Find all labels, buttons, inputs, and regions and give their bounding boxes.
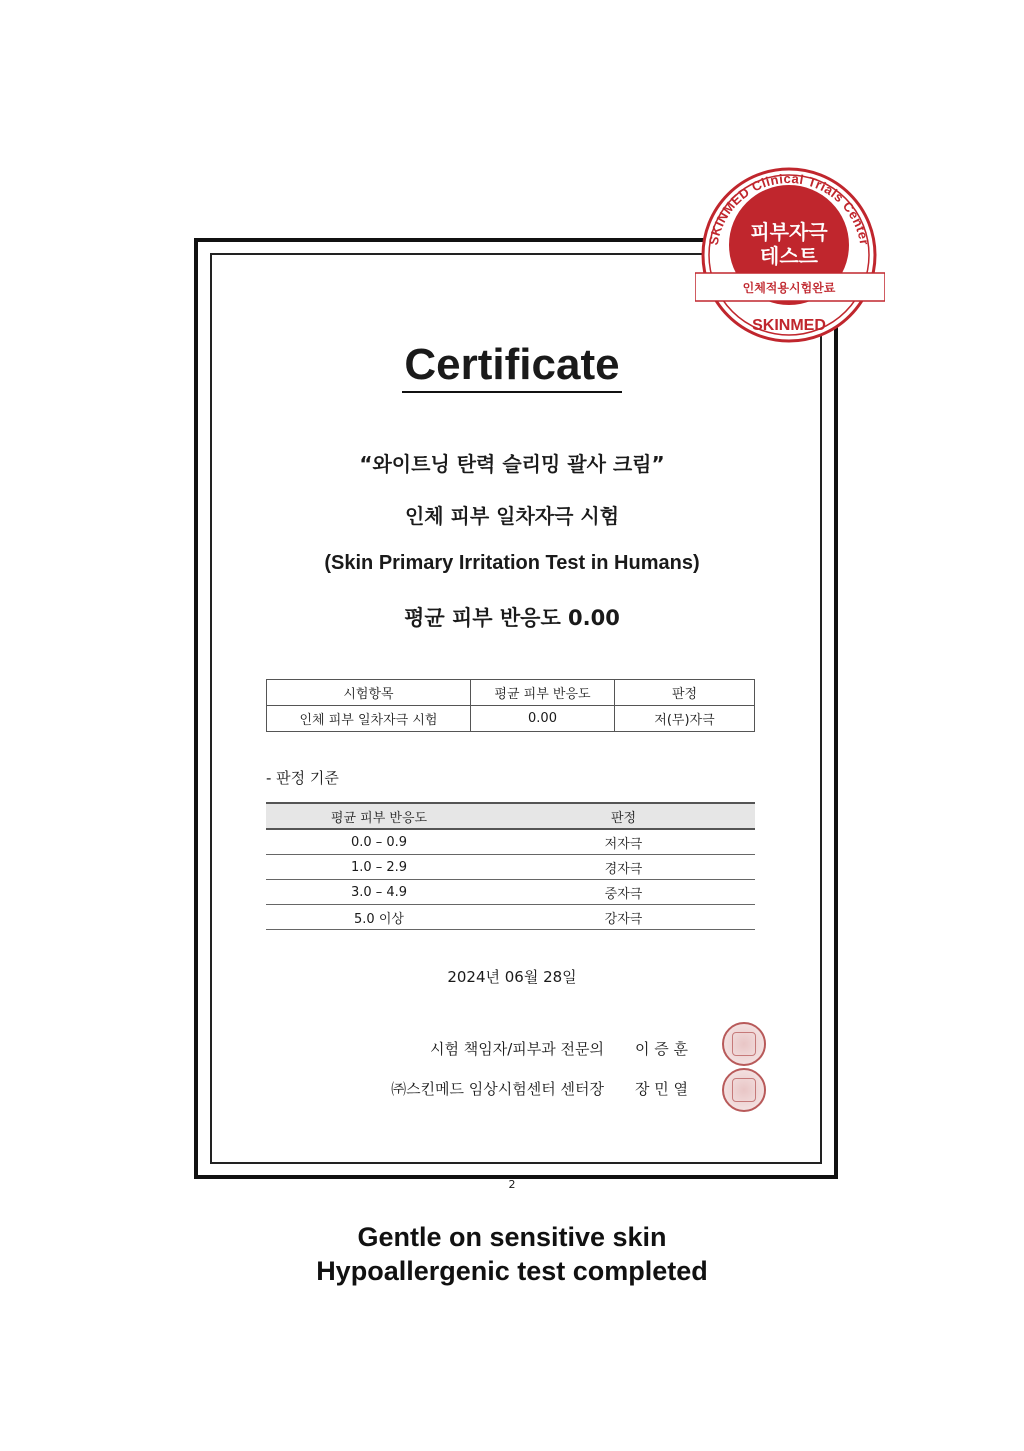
table-row <box>267 706 755 732</box>
caption-line-1: Gentle on sensitive skin <box>357 1222 667 1252</box>
signatory-role: 시험 책임자/피부과 전문의 <box>430 1040 604 1058</box>
table-cell: 3.0 – 4.9 <box>266 880 492 905</box>
table-row <box>266 829 755 855</box>
criteria-label: - 판정 기준 <box>266 769 339 787</box>
skinmed-badge-icon <box>695 167 885 343</box>
table-cell: 저자극 <box>492 829 755 855</box>
badge-main-line1: 피부자극 <box>750 220 828 244</box>
certificate-title: Certificate <box>0 340 1024 390</box>
table-cell: 저(무)자극 <box>615 706 755 732</box>
header-cell: 평균 피부 반응도 <box>471 680 615 706</box>
table-cell: 0.0 – 0.9 <box>266 829 492 855</box>
header-cell: 판정 <box>492 803 755 829</box>
criteria-table <box>266 802 755 930</box>
table-cell: 강자극 <box>492 905 755 930</box>
header-cell: 평균 피부 반응도 <box>266 803 492 829</box>
table-cell: 1.0 – 2.9 <box>266 855 492 880</box>
table-cell: 인체 피부 일차자극 시험 <box>267 706 471 732</box>
signatory-name: 장 민 열 <box>635 1080 689 1098</box>
badge-main-line2: 테스트 <box>760 244 818 268</box>
signatory-role: ㈜스킨메드 임상시험센터 센터장 <box>391 1080 604 1098</box>
test-name-korean: 인체 피부 일차자극 시험 <box>404 504 620 528</box>
result-table <box>266 679 755 732</box>
table-row <box>266 880 755 905</box>
badge-arc-text: SKINMED Clinical Trials Center <box>705 170 873 247</box>
badge-bottom-text: SKINMED <box>752 317 826 334</box>
table-row <box>266 855 755 880</box>
table-cell: 5.0 이상 <box>266 905 492 930</box>
issue-date: 2024년 06월 28일 <box>447 968 577 986</box>
seal-stamp-icon <box>722 1022 766 1066</box>
table-header-row <box>267 680 755 706</box>
table-cell: 중자극 <box>492 880 755 905</box>
page-number: 2 <box>508 1178 516 1191</box>
table-row <box>266 905 755 930</box>
table-cell: 0.00 <box>471 706 615 732</box>
test-name-english: (Skin Primary Irritation Test in Humans) <box>324 552 700 574</box>
seal-stamp-icon <box>722 1068 766 1112</box>
table-cell: 경자극 <box>492 855 755 880</box>
header-cell: 판정 <box>615 680 755 706</box>
header-cell: 시험항목 <box>267 680 471 706</box>
product-name: “와이트닝 탄력 슬리밍 괄사 크림” <box>359 452 665 476</box>
caption-line-2: Hypoallergenic test completed <box>316 1256 708 1286</box>
badge-ribbon-text: 인체적용시험완료 <box>742 281 836 295</box>
average-score-line: 평균 피부 반응도 0.00 <box>404 606 620 630</box>
table-header-row <box>266 803 755 829</box>
signatory-name: 이 증 훈 <box>635 1040 689 1058</box>
